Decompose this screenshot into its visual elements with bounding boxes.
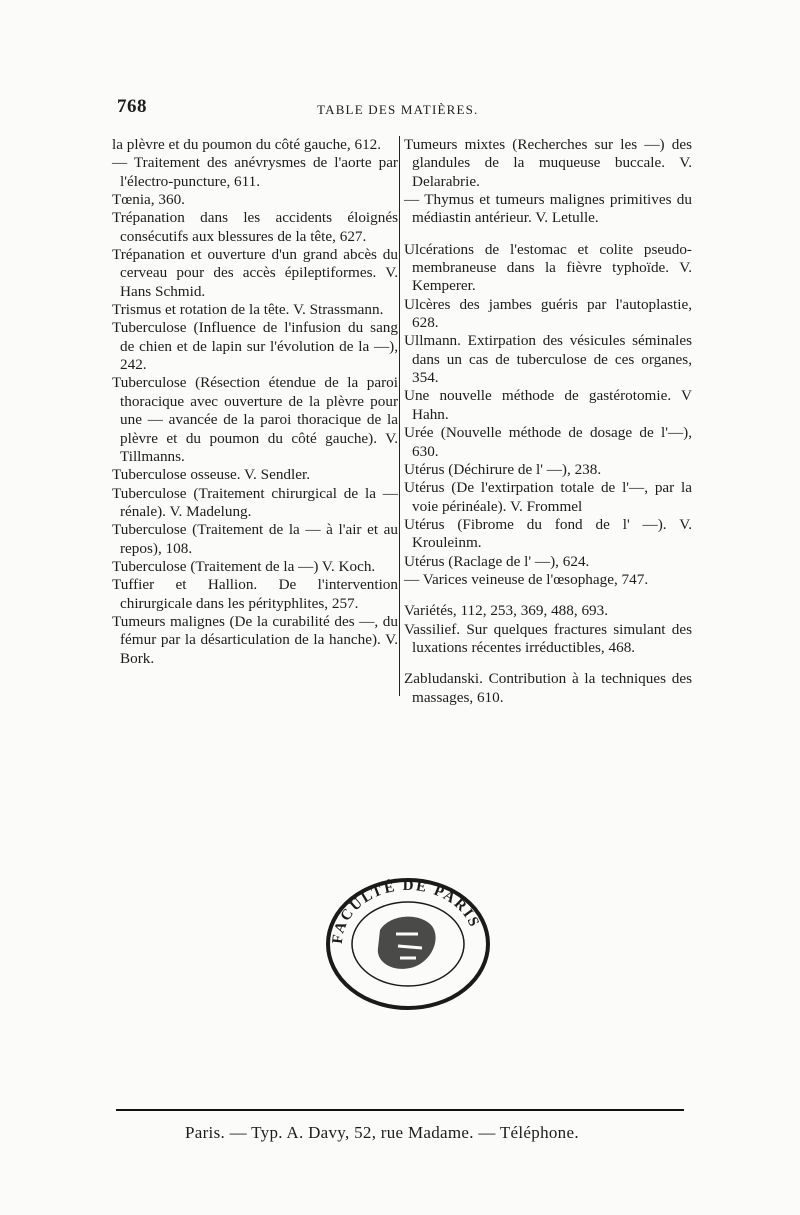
index-entry: Tuberculose (Traitement de la — à l'air et au repos), 108. [112,521,398,557]
index-entry: Ulcérations de l'estomac et colite pseudo-membraneuse dans la fièvre typhoïde. V. Kemperer. [404,240,692,295]
index-entry: Utérus (Déchirure de l' —), 238. [404,460,602,478]
index-entry: Tuffier et Hallion. De l'intervention chirurgicale dans les pérityphlites, 257. [112,576,398,612]
index-entry: — Varices veineuse de l'œsophage, 747. [404,570,649,588]
left-column [112,136,398,668]
index-entry: Utérus (De l'extirpation totale de l'—, par la voie périnéale). V. Frommel [404,479,692,515]
index-entry: Tuberculose (Résection étendue de la paroi thoracique avec ouverture de la plèvre pour une — avancée de la paroi thoracique de la plèvre et du poumon du côté gauche). V. Tillmanns. [112,374,398,465]
index-entry: — Thymus et tumeurs malignes primitives du médiastin antérieur. V. Letulle. [404,191,692,227]
page-number: 768 [117,96,147,117]
index-entry: Trépanation dans les accidents éloignés consécutifs aux blessures de la tête, 627. [112,209,398,245]
index-entry: Ullmann. Extirpation des vésicules séminales dans un cas de tuberculose de ces organes, 354. [404,332,692,387]
index-entry: Urée (Nouvelle méthode de dosage de l'—), 630. [404,424,692,460]
right-column [404,136,692,707]
stamp-text: FACULTÉ DE PARIS [329,877,483,945]
column-divider [399,136,400,696]
index-entry: Trépanation et ouverture d'un grand abcès du cerveau pour des accès épileptiformes. V. Hans Schmid. [112,246,398,300]
index-entry: Tumeurs mixtes (Recherches sur les —) des glandules de la muqueuse buccale. V. Delarabrie. [404,136,692,190]
library-stamp [318,872,498,1012]
index-entry: Tumeurs malignes (De la curabilité des —, du fémur par la désarticulation de la hanche). V. Bork. [112,612,398,667]
index-entry: Une nouvelle méthode de gastérotomie. V Hahn. [404,387,692,423]
index-entry: Tuberculose (Traitement de la —) V. Koch. [112,557,376,575]
running-title: TABLE DES MATIÈRES. [317,102,479,117]
index-entry: Variétés, 112, 253, 369, 488, 693. [404,602,609,620]
footer-rule [116,1109,684,1111]
index-entry: — Traitement des anévrysmes de l'aorte par l'électro-puncture, 611. [112,154,398,190]
stamp-seal-icon [318,872,498,1012]
index-entry: Trismus et rotation de la tête. V. Strassmann. [112,301,384,319]
index-entry: Tuberculose (Traitement chirurgical de la — rénale). V. Madelung. [112,484,398,520]
index-entry: Tœnia, 360. [112,191,185,209]
index-entry: Ulcères des jambes guéris par l'autoplastie, 628. [404,295,692,332]
index-entry: Vassilief. Sur quelques fractures simulant des luxations récentes irréductibles, 468. [404,620,692,656]
index-entry: Utérus (Fibrome du fond de l' —). V. Krouleinm. [404,515,692,552]
index-entry: Utérus (Raclage de l' —), 624. [404,552,590,570]
index-entry: la plèvre et du poumon du côté gauche, 612. [112,136,382,153]
page-header [117,96,683,120]
index-entry: Zabludanski. Contribution à la techniques des massages, 610. [404,670,692,706]
index-entry: Tuberculose (Influence de l'infusion du sang de chien et de lapin sur l'évolution de la —), 242. [112,319,398,374]
index-entry: Tuberculose osseuse. V. Sendler. [112,466,310,484]
printer-imprint: Paris. — Typ. A. Davy, 52, rue Madame. — Téléphone. [185,1123,579,1142]
index-columns [112,136,694,706]
